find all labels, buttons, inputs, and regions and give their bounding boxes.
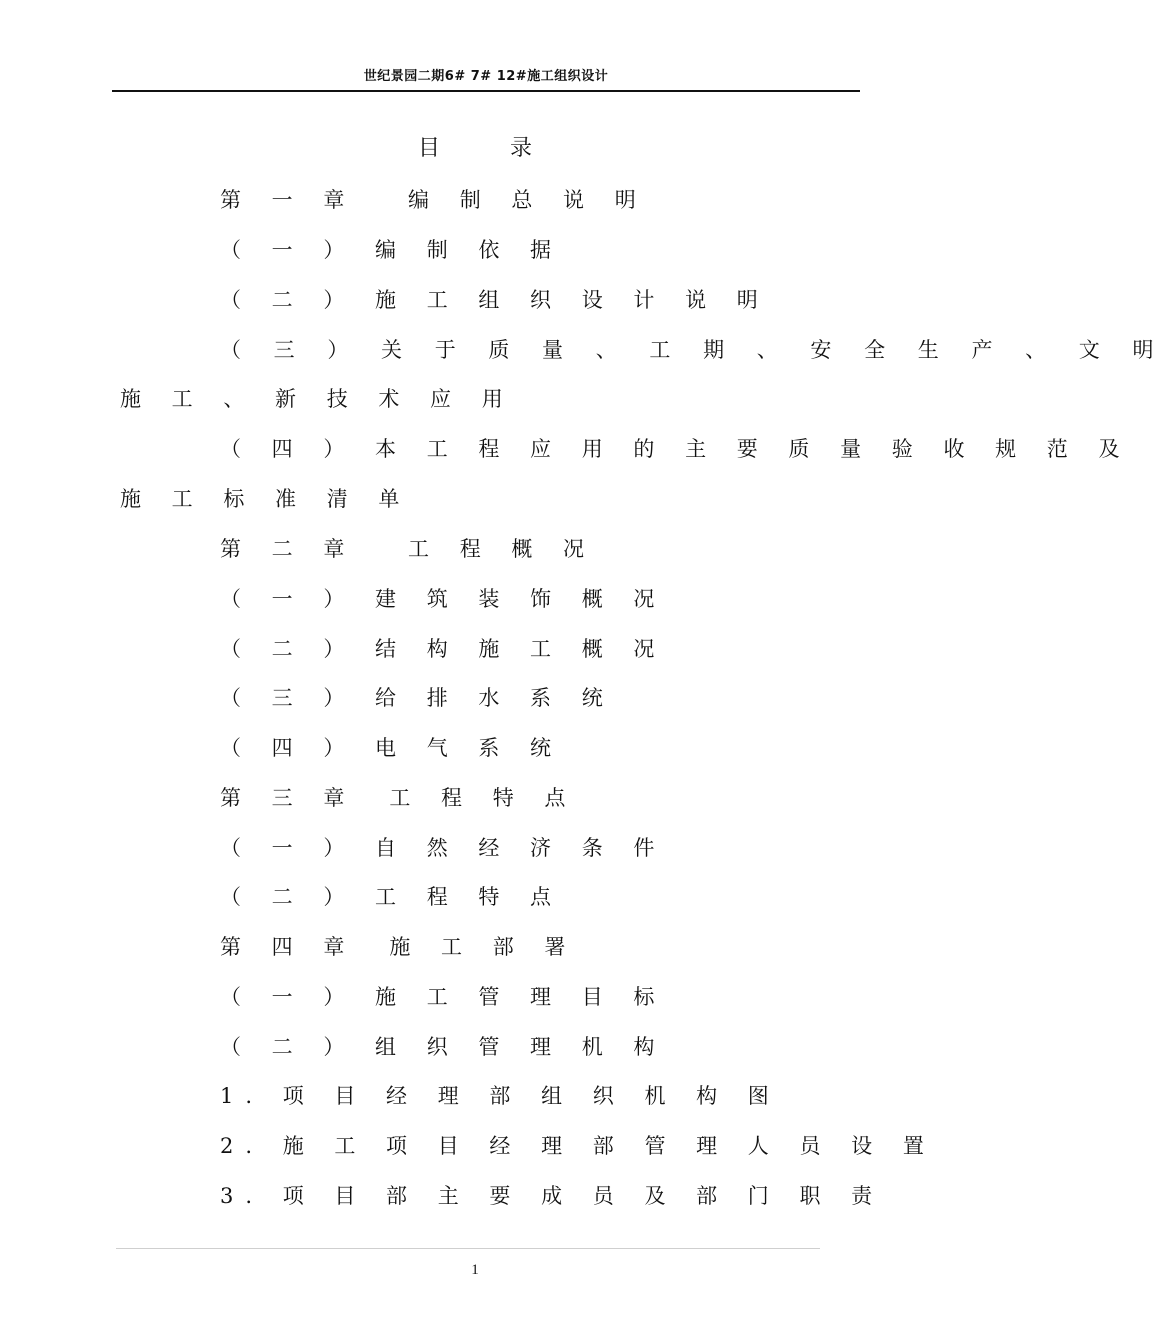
toc-item-1-1[interactable]: （ 一 ） 编 制 依 据 xyxy=(220,238,564,262)
toc-chapter-2[interactable]: 第 二 章 工 程 概 况 xyxy=(220,537,597,561)
header-title: 世纪景园二期6# 7# 12#施工组织设计 xyxy=(363,69,609,84)
toc-item-2-3[interactable]: （ 三 ） 给 排 水 系 统 xyxy=(220,686,615,710)
toc-item-1-4-cont[interactable]: 施 工 标 准 清 单 xyxy=(120,487,412,511)
toc-title xyxy=(0,134,950,164)
toc-chapter-4[interactable]: 第 四 章 施 工 部 署 xyxy=(220,935,578,959)
toc-item-2-2[interactable]: （ 二 ） 结 构 施 工 概 况 xyxy=(220,637,667,661)
toc-item-2-1[interactable]: （ 一 ） 建 筑 装 饰 概 况 xyxy=(220,587,667,611)
footer-divider xyxy=(116,1248,820,1249)
toc-item-1-2[interactable]: （ 二 ） 施 工 组 织 设 计 说 明 xyxy=(220,288,770,312)
toc-item-3-1[interactable]: （ 一 ） 自 然 经 济 条 件 xyxy=(220,836,667,860)
toc-title-right: 录 xyxy=(510,136,533,161)
toc-item-4-2[interactable]: （ 二 ） 组 织 管 理 机 构 xyxy=(220,1035,667,1059)
toc-subitem-4-2-3[interactable]: 3. 项 目 部 主 要 成 员 及 部 门 职 责 xyxy=(220,1184,885,1208)
toc-item-3-2[interactable]: （ 二 ） 工 程 特 点 xyxy=(220,885,564,909)
toc-chapter-3[interactable]: 第 三 章 工 程 特 点 xyxy=(220,786,578,810)
toc-item-2-4[interactable]: （ 四 ） 电 气 系 统 xyxy=(220,736,564,760)
toc-item-4-1[interactable]: （ 一 ） 施 工 管 理 目 标 xyxy=(220,985,667,1009)
toc-item-1-4[interactable]: （ 四 ） 本 工 程 应 用 的 主 要 质 量 验 收 规 范 及 xyxy=(220,437,1132,461)
page-number: 1 xyxy=(471,1262,479,1278)
toc-chapter-1[interactable]: 第 一 章 编 制 总 说 明 xyxy=(220,188,648,212)
toc-item-1-3[interactable]: （ 三 ） 关 于 质 量 、 工 期 、 安 全 生 产 、 文 明 xyxy=(220,338,1166,362)
toc-subitem-4-2-1[interactable]: 1. 项 目 经 理 部 组 织 机 构 图 xyxy=(220,1084,781,1108)
toc-subitem-4-2-2[interactable]: 2. 施 工 项 目 经 理 部 管 理 人 员 设 置 xyxy=(220,1134,936,1158)
toc-item-1-3-cont[interactable]: 施 工 、 新 技 术 应 用 xyxy=(120,387,515,411)
page-header xyxy=(112,64,860,92)
toc-title-left: 目 xyxy=(417,136,440,161)
